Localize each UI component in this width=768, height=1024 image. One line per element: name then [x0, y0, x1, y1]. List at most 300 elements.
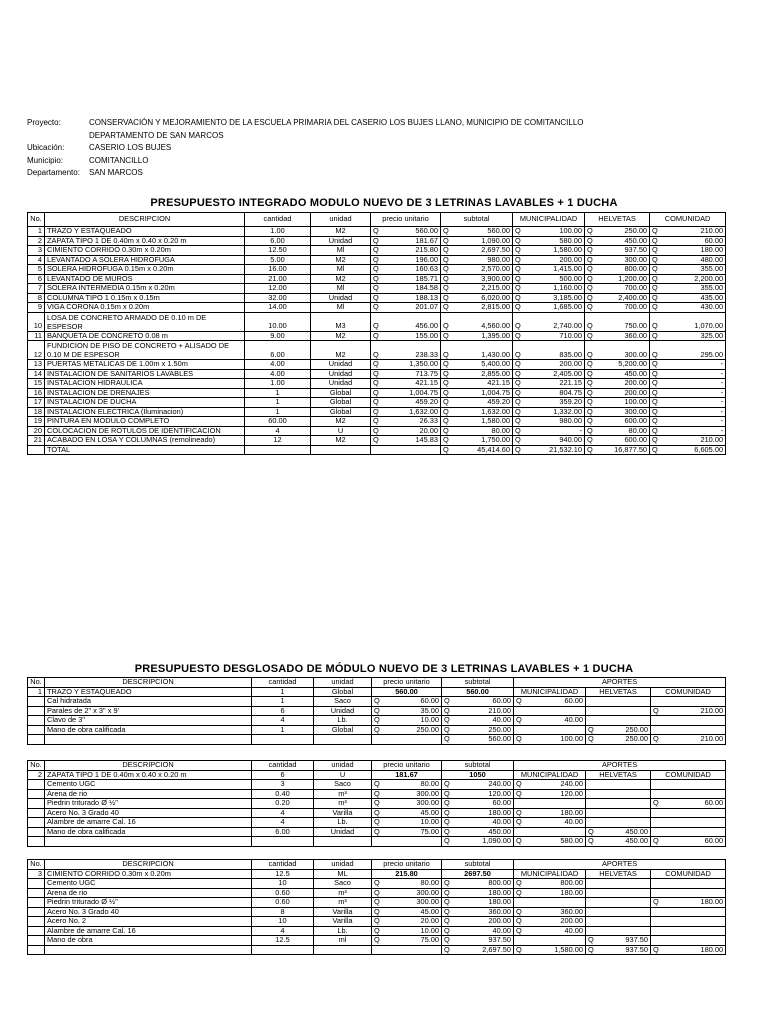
col-comunidad: COMUNIDAD [651, 770, 726, 780]
row-municipalidad: 200.00 [523, 255, 585, 265]
row-helvetas: 300.00 [595, 407, 650, 417]
row-subtotal: 980.00 [451, 255, 513, 265]
row-precio-unitario: 160.63 [381, 265, 441, 275]
row-number: 17 [28, 398, 45, 408]
row-number: 11 [28, 331, 45, 341]
row-empty [651, 780, 661, 790]
row-pu: 80.00 [382, 780, 442, 790]
currency-symbol: Q [513, 436, 523, 446]
table-row [28, 331, 726, 341]
row-empty [651, 827, 661, 837]
table-row [28, 388, 726, 398]
currency-symbol: Q [585, 274, 595, 284]
row-subtotal: 421.15 [451, 379, 513, 389]
table-row [28, 284, 726, 294]
currency-symbol: Q [585, 436, 595, 446]
currency-symbol: Q [441, 445, 451, 455]
row-number: 15 [28, 379, 45, 389]
row-com: 180.00 [661, 898, 726, 908]
row-number: 8 [28, 293, 45, 303]
row-empty [651, 789, 661, 799]
row-empty [596, 799, 651, 809]
row-empty [661, 780, 726, 790]
col-helvetas: HELVETAS [586, 687, 651, 697]
row-helvetas: 600.00 [595, 417, 650, 427]
currency-symbol: Q [650, 331, 660, 341]
col-cantidad: cantidad [252, 860, 314, 870]
row-empty [661, 936, 726, 946]
currency-symbol: Q [651, 799, 661, 809]
integrated-budget-table [27, 212, 726, 455]
row-unidad: Global [311, 398, 371, 408]
row-empty [45, 837, 252, 847]
currency-symbol: Q [513, 274, 523, 284]
row-empty [372, 837, 442, 847]
currency-symbol: Q [514, 879, 524, 889]
row-empty [661, 926, 726, 936]
row-description: INSTALACION HIDRAULICA [45, 379, 245, 389]
currency-symbol: Q [650, 255, 660, 265]
breakdown-header-row [28, 860, 726, 870]
row-helv: 250.00 [596, 725, 651, 735]
row-empty [661, 827, 726, 837]
row-pu: 250.00 [382, 725, 442, 735]
row-empty [596, 697, 651, 707]
row-description: COLUMNA TIPO 1 0.15m x 0.15m [45, 293, 245, 303]
col-municipalidad: MUNICIPALIDAD [513, 213, 585, 227]
row-empty [651, 917, 661, 927]
row-empty [28, 907, 45, 917]
row-subtotal: 3,900.00 [451, 274, 513, 284]
currency-symbol: Q [513, 303, 523, 313]
row-com: 60.00 [661, 799, 726, 809]
currency-symbol: Q [585, 293, 595, 303]
row-com: 210.00 [661, 706, 726, 716]
row-helv: 937.50 [596, 936, 651, 946]
currency-symbol: Q [372, 725, 382, 735]
table-row [28, 436, 726, 446]
currency-symbol: Q [585, 369, 595, 379]
row-empty [586, 780, 596, 790]
currency-symbol: Q [513, 265, 523, 275]
row-empty [661, 716, 726, 726]
currency-symbol: Q [371, 255, 381, 265]
departamento-label: Departamento: [27, 168, 80, 177]
row-empty [524, 799, 586, 809]
row-pu: 300.00 [382, 898, 442, 908]
col-unidad: unidad [314, 678, 372, 688]
row-municipalidad: 2,405.00 [523, 369, 585, 379]
item-number: 1 [28, 687, 45, 697]
row-description: SOLERA INTERMEDIA 0.15m x 0.20m [45, 284, 245, 294]
currency-symbol: Q [442, 936, 452, 946]
row-comunidad: 355.00 [660, 284, 726, 294]
item-number: 2 [28, 770, 45, 780]
row-unidad: Saco [314, 780, 372, 790]
row-cantidad: 1.00 [245, 227, 311, 237]
row-description: FUNDICION DE PISO DE CONCRETO + ALISADO DE 0.10 M DE ESPESOR [45, 341, 245, 360]
row-municipalidad: 940.00 [523, 436, 585, 446]
total-helv: 250.00 [596, 735, 651, 745]
total-sub: 560.00 [452, 735, 514, 745]
row-cantidad: 16.00 [245, 265, 311, 275]
row-empty [596, 926, 651, 936]
currency-symbol: Q [651, 735, 661, 745]
list-item [28, 716, 726, 726]
row-helvetas: 300.00 [595, 255, 650, 265]
ubicacion-label: Ubicación: [27, 143, 65, 152]
col-unidad: unidad [314, 860, 372, 870]
row-empty [28, 808, 45, 818]
row-unidad: ml [314, 936, 372, 946]
currency-symbol: Q [650, 274, 660, 284]
col-descripcion: DESCRIPCION [45, 678, 252, 688]
row-empty [586, 926, 596, 936]
row-number: 3 [28, 246, 45, 256]
row-sub: 180.00 [452, 888, 514, 898]
row-cantidad: 6.00 [252, 827, 314, 837]
row-unidad: M2 [311, 274, 371, 284]
list-item [28, 879, 726, 889]
row-helvetas: 80.00 [595, 426, 650, 436]
row-unidad: m³ [314, 888, 372, 898]
row-sub: 200.00 [452, 917, 514, 927]
col-no: No. [28, 678, 45, 688]
currency-symbol: Q [371, 331, 381, 341]
currency-symbol: Q [650, 398, 660, 408]
breakdown-header-row [28, 678, 726, 688]
row-number: 21 [28, 436, 45, 446]
row-description: Parales de 2" x 3" x 9' [45, 706, 252, 716]
currency-symbol: Q [441, 265, 451, 275]
row-description: LEVANTADO DE MUROS [45, 274, 245, 284]
row-precio-unitario: 185.71 [381, 274, 441, 284]
departamento-value: SAN MARCOS [89, 168, 143, 177]
currency-symbol: Q [586, 936, 596, 946]
col-precio-unitario: precio unitario [372, 860, 442, 870]
row-empty [661, 879, 726, 889]
proyecto-label: Proyecto: [27, 118, 61, 127]
row-precio-unitario: 1,632.00 [381, 407, 441, 417]
row-cantidad: 60.00 [245, 417, 311, 427]
row-cantidad: 4 [252, 716, 314, 726]
col-no: No. [28, 860, 45, 870]
row-empty [28, 818, 45, 828]
row-sub: 40.00 [452, 818, 514, 828]
row-subtotal: 1,632.00 [451, 407, 513, 417]
list-item [28, 907, 726, 917]
table-row [28, 227, 726, 237]
row-pu: 20.00 [382, 917, 442, 927]
row-sub: 120.00 [452, 789, 514, 799]
breakdown-table [27, 859, 726, 955]
row-cantidad: 1.00 [245, 379, 311, 389]
row-empty [45, 735, 252, 745]
currency-symbol: Q [514, 735, 524, 745]
row-muni: 180.00 [524, 808, 586, 818]
currency-symbol: Q [586, 735, 596, 745]
currency-symbol: Q [372, 706, 382, 716]
currency-symbol: Q [651, 837, 661, 847]
currency-symbol: Q [372, 799, 382, 809]
row-empty [586, 818, 596, 828]
currency-symbol: Q [372, 936, 382, 946]
currency-symbol: Q [372, 716, 382, 726]
row-empty [586, 907, 596, 917]
row-sub: 180.00 [452, 898, 514, 908]
row-cantidad: 12.50 [245, 246, 311, 256]
currency-symbol: Q [441, 388, 451, 398]
row-empty [28, 888, 45, 898]
breakdown-total-row [28, 945, 726, 955]
currency-symbol: Q [650, 388, 660, 398]
currency-symbol: Q [513, 360, 523, 370]
proyecto-value-line2: DEPARTAMENTO DE SAN MARCOS [89, 130, 224, 140]
row-helvetas: 750.00 [595, 312, 650, 331]
row-empty [651, 926, 661, 936]
currency-symbol: Q [371, 398, 381, 408]
row-helvetas: 200.00 [595, 388, 650, 398]
currency-symbol: Q [650, 436, 660, 446]
row-unidad: Saco [314, 697, 372, 707]
row-municipalidad: 3,185.00 [523, 293, 585, 303]
list-item [28, 789, 726, 799]
row-municipalidad: 980.00 [523, 417, 585, 427]
row-sub: 450.00 [452, 827, 514, 837]
row-description: ZAPATA TIPO 1 DE 0.40m x 0.40 x 0.20 m [45, 236, 245, 246]
currency-symbol: Q [650, 236, 660, 246]
row-number: 14 [28, 369, 45, 379]
currency-symbol: Q [651, 898, 661, 908]
row-municipalidad: 1,160.00 [523, 284, 585, 294]
currency-symbol: Q [514, 789, 524, 799]
col-cantidad: cantidad [252, 761, 314, 771]
item-subtotal: 2697.50 [442, 869, 514, 879]
row-unidad: Lb. [314, 926, 372, 936]
list-item [28, 808, 726, 818]
row-precio-unitario: 238.33 [381, 341, 441, 360]
row-municipalidad: - [523, 426, 585, 436]
col-helvetas: HELVETAS [586, 869, 651, 879]
total-sub: 2,697.50 [452, 945, 514, 955]
col-helvetas: HELVETAS [586, 770, 651, 780]
currency-symbol: Q [650, 293, 660, 303]
item-cantidad: 1 [252, 687, 314, 697]
currency-symbol: Q [372, 879, 382, 889]
currency-symbol: Q [650, 246, 660, 256]
row-description: Piedrin triturado Ø ½" [45, 799, 252, 809]
row-municipalidad: 580.00 [523, 236, 585, 246]
row-empty [596, 780, 651, 790]
currency-symbol: Q [442, 888, 452, 898]
row-helvetas: 200.00 [595, 379, 650, 389]
row-precio-unitario: 421.15 [381, 379, 441, 389]
row-pu: 75.00 [382, 827, 442, 837]
row-pu: 300.00 [382, 888, 442, 898]
currency-symbol: Q [372, 789, 382, 799]
row-unidad: Varilla [314, 808, 372, 818]
row-empty [252, 945, 314, 955]
row-helvetas: 100.00 [595, 398, 650, 408]
currency-symbol: Q [585, 265, 595, 275]
row-empty [596, 907, 651, 917]
currency-symbol: Q [585, 407, 595, 417]
currency-symbol: Q [586, 827, 596, 837]
row-muni: 120.00 [524, 789, 586, 799]
row-empty [314, 735, 372, 745]
row-empty [252, 837, 314, 847]
row-subtotal: 1,395.00 [451, 331, 513, 341]
currency-symbol: Q [514, 917, 524, 927]
row-comunidad: 210.00 [660, 436, 726, 446]
currency-symbol: Q [372, 818, 382, 828]
currency-symbol: Q [513, 417, 523, 427]
row-pu: 75.00 [382, 936, 442, 946]
row-precio-unitario: 155.00 [381, 331, 441, 341]
row-empty [586, 898, 596, 908]
row-empty [651, 818, 661, 828]
row-pu: 60.00 [382, 697, 442, 707]
currency-symbol: Q [585, 331, 595, 341]
row-sub: 40.00 [452, 716, 514, 726]
col-precio-unitario: precio unitario [372, 678, 442, 688]
breakdown-table [27, 760, 726, 847]
item-precio-unitario: 215.80 [372, 869, 442, 879]
currency-symbol: Q [371, 407, 381, 417]
row-muni: 40.00 [524, 716, 586, 726]
list-item [28, 936, 726, 946]
currency-symbol: Q [650, 426, 660, 436]
row-helv: 450.00 [596, 827, 651, 837]
row-cantidad: 10.00 [245, 312, 311, 331]
row-empty [514, 936, 524, 946]
row-unidad: M2 [311, 331, 371, 341]
row-empty [514, 706, 524, 716]
row-empty [651, 907, 661, 917]
row-unidad: Lb. [314, 818, 372, 828]
currency-symbol: Q [585, 360, 595, 370]
row-helvetas: 2,400.00 [595, 293, 650, 303]
row-cantidad: 1 [245, 407, 311, 417]
row-empty [661, 818, 726, 828]
table-header-row [28, 213, 726, 227]
row-empty [514, 827, 524, 837]
row-subtotal: 1,090.00 [451, 236, 513, 246]
row-empty [28, 697, 45, 707]
currency-symbol: Q [442, 926, 452, 936]
currency-symbol: Q [372, 926, 382, 936]
table-row [28, 255, 726, 265]
row-pu: 10.00 [382, 716, 442, 726]
row-empty [661, 697, 726, 707]
currency-symbol: Q [371, 284, 381, 294]
row-cantidad: 10 [252, 879, 314, 889]
col-comunidad: COMUNIDAD [650, 213, 726, 227]
currency-symbol: Q [650, 445, 660, 455]
row-empty [28, 789, 45, 799]
currency-symbol: Q [513, 236, 523, 246]
row-description: COLOCACION DE ROTULOS DE IDENTIFICACION [45, 426, 245, 436]
row-subtotal: 459.20 [451, 398, 513, 408]
currency-symbol: Q [513, 426, 523, 436]
row-precio-unitario: 184.58 [381, 284, 441, 294]
row-sub: 250.00 [452, 725, 514, 735]
row-empty [596, 706, 651, 716]
currency-symbol: Q [442, 706, 452, 716]
currency-symbol: Q [513, 331, 523, 341]
row-description: INSTALACION ELECTRICA (Iluminacion) [45, 407, 245, 417]
total-empty [311, 445, 371, 455]
row-description: Mano de obra calificada [45, 827, 252, 837]
currency-symbol: Q [650, 407, 660, 417]
row-comunidad: 325.00 [660, 331, 726, 341]
col-precio-unitario: precio unitario [371, 213, 441, 227]
row-precio-unitario: 1,004.75 [381, 388, 441, 398]
row-cantidad: 8 [252, 907, 314, 917]
row-empty [28, 917, 45, 927]
currency-symbol: Q [371, 265, 381, 275]
table-row [28, 303, 726, 313]
currency-symbol: Q [442, 697, 452, 707]
row-empty [596, 818, 651, 828]
col-aportes: APORTES [514, 860, 726, 870]
table-row [28, 407, 726, 417]
currency-symbol: Q [372, 888, 382, 898]
row-cantidad: 4 [245, 426, 311, 436]
row-muni: 40.00 [524, 818, 586, 828]
row-empty [514, 898, 524, 908]
currency-symbol: Q [371, 360, 381, 370]
row-description: Mano de obra [45, 936, 252, 946]
currency-symbol: Q [441, 426, 451, 436]
item-precio-unitario: 181.67 [372, 770, 442, 780]
total-label: TOTAL [45, 445, 245, 455]
row-muni: 180.00 [524, 888, 586, 898]
currency-symbol: Q [441, 436, 451, 446]
list-item [28, 697, 726, 707]
currency-symbol: Q [371, 369, 381, 379]
list-item [28, 888, 726, 898]
currency-symbol: Q [513, 341, 523, 360]
row-unidad: m³ [314, 898, 372, 908]
row-unidad: M3 [311, 312, 371, 331]
row-unidad: U [311, 426, 371, 436]
currency-symbol: Q [441, 407, 451, 417]
row-cantidad: 1 [245, 398, 311, 408]
currency-symbol: Q [442, 799, 452, 809]
row-description: INSTALACION DE DRENAJES [45, 388, 245, 398]
row-precio-unitario: 1,350.00 [381, 360, 441, 370]
total-empty [28, 445, 45, 455]
col-subtotal: subtotal [442, 678, 514, 688]
row-cantidad: 1 [252, 697, 314, 707]
row-municipalidad: 1,685.00 [523, 303, 585, 313]
row-municipalidad: 500.00 [523, 274, 585, 284]
row-comunidad: 295.00 [660, 341, 726, 360]
row-cantidad: 14.00 [245, 303, 311, 313]
total-com: 210.00 [661, 735, 726, 745]
col-subtotal: subtotal [441, 213, 513, 227]
table-row [28, 398, 726, 408]
row-empty [651, 716, 661, 726]
row-municipalidad: 359.20 [523, 398, 585, 408]
list-item [28, 725, 726, 735]
col-subtotal: subtotal [442, 860, 514, 870]
currency-symbol: Q [514, 888, 524, 898]
row-muni: 200.00 [524, 917, 586, 927]
currency-symbol: Q [514, 808, 524, 818]
col-descripcion: DESCRIPCION [45, 213, 245, 227]
